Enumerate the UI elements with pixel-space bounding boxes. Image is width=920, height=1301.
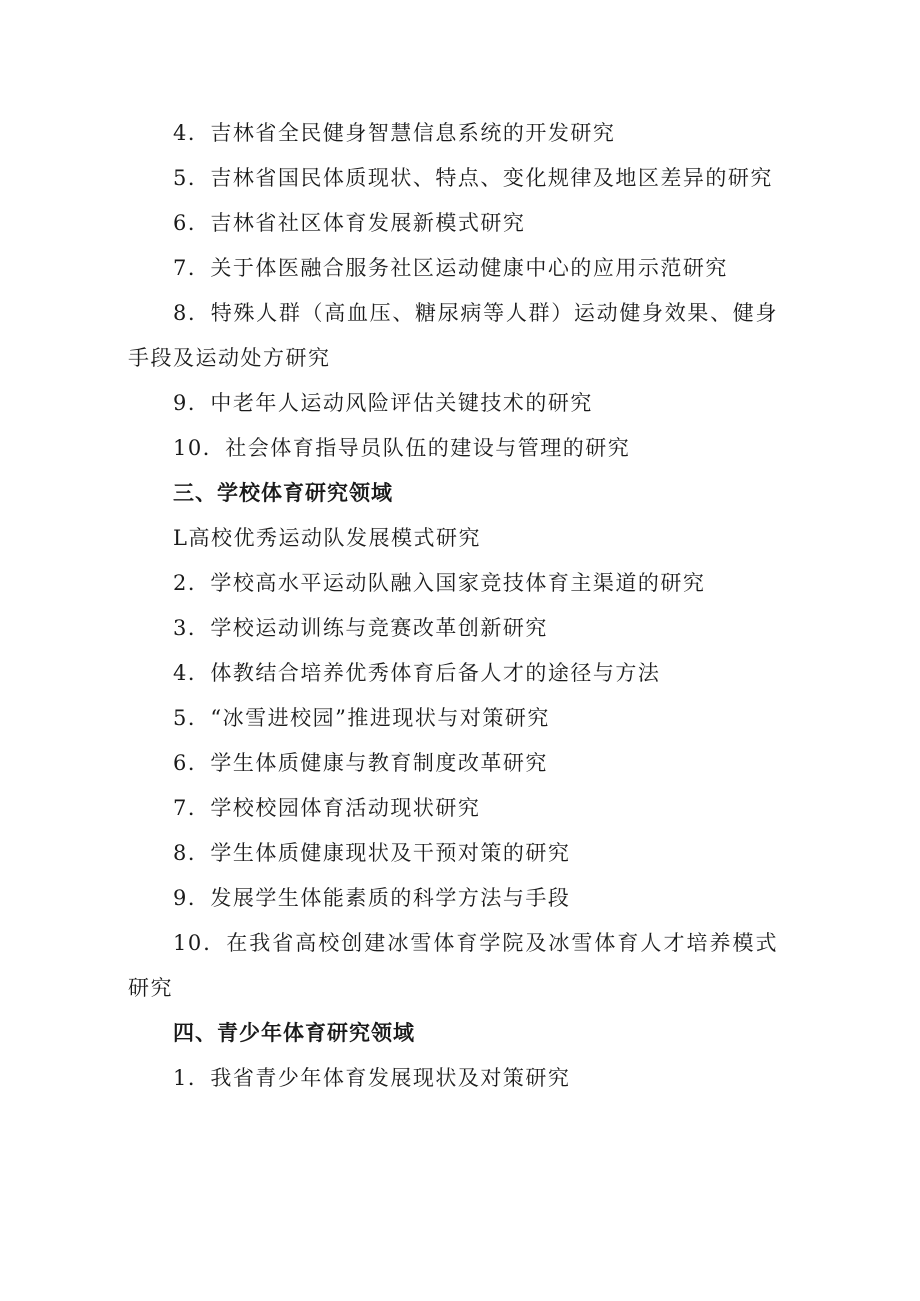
list-item: 1．我省青少年体育发展现状及对策研究 bbox=[173, 1066, 571, 1090]
list-item: 4．体教结合培养优秀体育后备人才的途径与方法 bbox=[173, 661, 661, 685]
list-item: 5．“冰雪进校园”推进现状与对策研究 bbox=[173, 706, 550, 730]
section-heading-school-sports: 三、学校体育研究领域 bbox=[173, 481, 393, 505]
list-item: 6．学生体质健康与教育制度改革研究 bbox=[173, 751, 548, 775]
list-item: 5．吉林省国民体质现状、特点、变化规律及地区差异的研究 bbox=[173, 166, 773, 190]
list-item: 7．关于体医融合服务社区运动健康中心的应用示范研究 bbox=[173, 256, 728, 280]
list-item: 8．特殊人群（高血压、糖尿病等人群）运动健身效果、健身手段及运动处方研究 bbox=[128, 301, 778, 370]
list-item: 10．在我省高校创建冰雪体育学院及冰雪体育人才培养模式研究 bbox=[128, 931, 778, 1000]
section-heading-youth-sports: 四、青少年体育研究领域 bbox=[173, 1021, 415, 1045]
list-item: 6．吉林省社区体育发展新模式研究 bbox=[173, 211, 526, 235]
list-item: 7．学校校园体育活动现状研究 bbox=[173, 796, 481, 820]
list-item: 3．学校运动训练与竞赛改革创新研究 bbox=[173, 616, 548, 640]
list-item: 9．中老年人运动风险评估关键技术的研究 bbox=[173, 391, 593, 415]
list-item: 8．学生体质健康现状及干预对策的研究 bbox=[173, 841, 571, 865]
list-item: 10．社会体育指导员队伍的建设与管理的研究 bbox=[173, 436, 631, 460]
list-item: 4．吉林省全民健身智慧信息系统的开发研究 bbox=[173, 121, 616, 145]
list-item: 2．学校高水平运动队融入国家竞技体育主渠道的研究 bbox=[173, 571, 706, 595]
document-body bbox=[128, 111, 778, 1101]
list-item: L高校优秀运动队发展模式研究 bbox=[173, 526, 481, 550]
list-item: 9．发展学生体能素质的科学方法与手段 bbox=[173, 886, 571, 910]
